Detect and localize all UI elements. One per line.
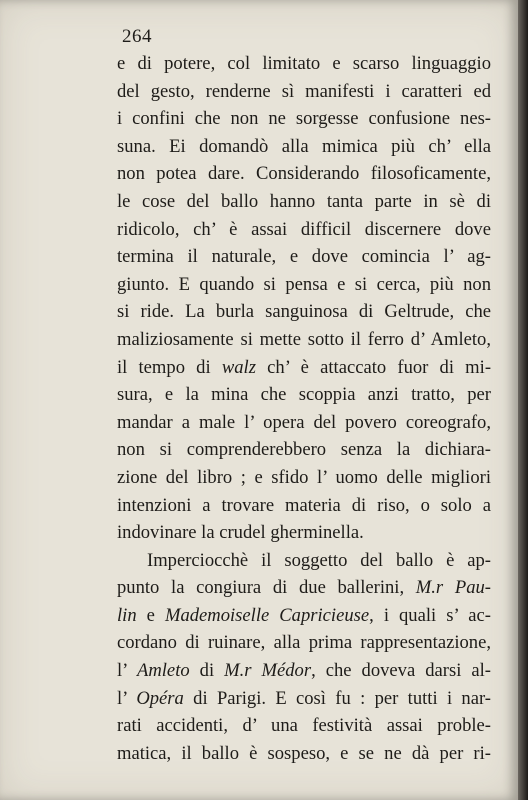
text-line: giunto. E quando si pensa e si cerca, più non: [117, 273, 491, 295]
italic-name: lin: [117, 604, 137, 626]
text-line: zione del libro ; e sfido l’ uomo delle migliori: [117, 466, 491, 488]
italic-word: walz: [221, 356, 256, 378]
text-line: non si comprenderebbero senza la dichiara-: [117, 439, 491, 461]
text-line: ridicolo, ch’ è assai difficil discernere dove: [117, 218, 491, 240]
text-line: e di potere, col limitato e scarso linguaggio: [117, 53, 491, 74]
text-line: sura, e la mina che scoppia anzi tratto, per: [117, 384, 491, 406]
text-line: l’ Opéra di Parigi. E così fu : per tutti i nar-: [117, 687, 491, 709]
text-line: matica, il ballo è sospeso, e se ne dà per ri-: [117, 742, 491, 764]
text-line: cordano di ruinare, alla prima rappresentazione,: [117, 632, 491, 654]
italic-name: Mademoiselle Capricieuse: [164, 604, 370, 626]
italic-title: Amleto: [136, 660, 190, 682]
text-line: termina il naturale, e dove comincia l’ ag-: [117, 246, 491, 268]
text-line: il tempo di walz ch’ è attaccato fuor di mi-: [117, 356, 492, 378]
text-line: suna. Ei domandò alla mimica più ch’ ella: [117, 135, 491, 157]
text-line: i confini che non ne sorgesse confusione nes-: [117, 108, 491, 130]
text-line: maliziosamente si mette sotto il ferro d’ Amleto,: [117, 328, 491, 350]
text-line: le cose del ballo hanno tanta parte in sè di: [117, 190, 491, 212]
text-line: si ride. La burla sanguinosa di Geltrude, che: [117, 301, 491, 323]
text-line: l’ Amleto di M.r Médor, che doveva darsi al-: [117, 660, 491, 682]
italic-name: Opéra: [136, 687, 184, 709]
paragraph-1: [117, 50, 491, 547]
text-line: del gesto, renderne sì manifesti i caratteri ed: [117, 80, 491, 102]
text-line: non potea dare. Considerando filosoficamente,: [117, 163, 491, 185]
text-line: lin e Mademoiselle Capricieuse, i quali s’ ac-: [117, 604, 491, 626]
text-line: Imperciocchè il soggetto del ballo è ap-: [147, 549, 491, 571]
text-line: indovinare la crudel gherminella.: [117, 522, 364, 544]
text-line: intenzioni a trovare materia di riso, o solo a: [117, 494, 491, 516]
page-number: 264: [122, 26, 152, 47]
italic-name: M.r Médor: [224, 660, 312, 682]
italic-name: M.r Pau-: [415, 577, 491, 599]
paragraph-2: [117, 547, 491, 768]
page-edge-shadow: [518, 0, 528, 800]
text-line: rati accidenti, d’ una festività assai proble-: [117, 715, 491, 737]
body-text: [117, 50, 491, 767]
text-line: mandar a male l’ opera del povero coreografo,: [117, 411, 491, 433]
text-line: punto la congiura di due ballerini, M.r Pau-: [117, 577, 491, 599]
